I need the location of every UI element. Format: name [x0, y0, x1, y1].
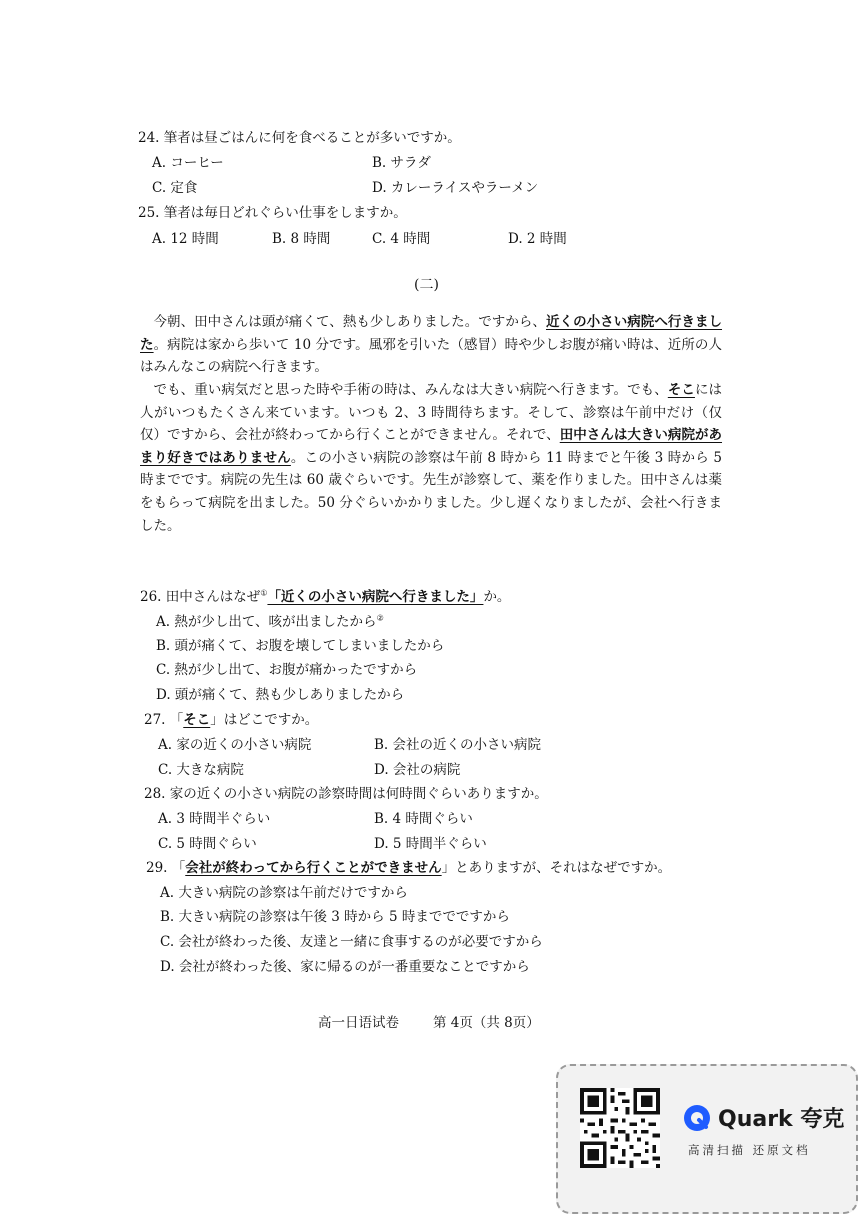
q28-option-a: A. 3 時間半ぐらい	[158, 811, 271, 827]
q25-stem: 25. 筆者は毎日どれぐらい仕事をしますか。	[138, 205, 407, 221]
q26-stem-text: 26. 田中さんはなぜ	[140, 589, 261, 605]
q27-option-b: B. 会社の近くの小さい病院	[374, 737, 542, 753]
q26-stem-text: か。	[483, 589, 511, 605]
q29-option-c: C. 会社が終わった後、友達と一緒に食事するのが必要ですから	[160, 934, 543, 950]
passage-text: には人がいつもたくさん来ています。いつも 2、3 時間待ちます。そして、診察は午前中だけ（仅仅）ですから、会社が終わってから行くことができません。それで、	[140, 382, 723, 444]
passage-underline: 田中さんは大きい病院があまり好きではありません	[140, 427, 723, 466]
q28-option-b: B. 4 時間ぐらい	[374, 811, 473, 827]
q28-option-c: C. 5 時間ぐらい	[158, 836, 257, 852]
q25-option-d: D. 2 時間	[508, 231, 567, 247]
q25-option-a: A. 12 時間	[152, 231, 219, 247]
q26-option-b: B. 頭が痛くて、お腹を壊してしまいましたから	[156, 638, 445, 654]
section-title: (二)	[414, 277, 439, 293]
q27-stem	[144, 708, 318, 728]
q24-stem: 24. 筆者は昼ごはんに何を食べることが多いですか。	[138, 130, 461, 146]
passage-underline: そこ	[667, 382, 695, 398]
passage-paragraph-1	[140, 311, 722, 379]
q25-option-b: B. 8 時間	[272, 231, 331, 247]
q24-option-b: B. サラダ	[372, 155, 431, 171]
q27-stem-underline: そこ	[183, 712, 211, 728]
quark-brand	[682, 1102, 844, 1133]
q26-stem	[140, 585, 510, 605]
q29-stem-underline: 会社が終わってから行くことができません	[185, 860, 442, 876]
passage-paragraph-2	[140, 379, 722, 537]
q27-stem-text: 27. 「	[144, 712, 184, 728]
q29-stem	[146, 856, 671, 876]
q26-option-a-text: A. 熱が少し出て、咳が出ましたから	[156, 614, 377, 630]
passage-text: 今朝、田中さんは頭が痛くて、熱も少しありました。ですから、	[153, 314, 546, 330]
q27-option-d: D. 会社の病院	[374, 762, 461, 778]
q24-option-a: A. コーヒー	[152, 155, 224, 171]
q29-option-a: A. 大きい病院の診察は午前だけですから	[160, 885, 408, 901]
footer-page-number: 第 4页（共 8页）	[433, 1015, 540, 1031]
footnote-mark: ①	[260, 588, 268, 598]
q24-option-c: C. 定食	[152, 180, 198, 196]
passage-text: 。病院は家から歩いて 10 分です。風邪を引いた（感冒）時や少しお腹が痛い時は、近所の人はみんなこの病院へ行きます。	[140, 336, 722, 376]
q26-option-a	[156, 610, 384, 630]
passage-text: 。この小さい病院の診察は午前 8 時から 11 時までと午後 3 時から 5 時までです。病院の先生は 60 歳ぐらいです。先生が診察して、薬を作りました。田中さんは薬をもらって病院を出ました。50 分ぐらいかかりました。少し遅くなりましたが、会社へ行きました。	[140, 449, 723, 534]
qr-code-icon	[580, 1088, 660, 1168]
q29-stem-text: 29. 「	[146, 860, 186, 876]
q29-option-d: D. 会社が終わった後、家に帰るのが一番重要なことですから	[160, 959, 530, 975]
q28-stem: 28. 家の近くの小さい病院の診察時間は何時間ぐらいありますか。	[144, 786, 548, 802]
q29-option-b: B. 大きい病院の診察は午後 3 時から 5 時まででですから	[160, 909, 510, 925]
passage-underline: 近くの小さい病院へ行きました	[140, 314, 723, 353]
passage-text: でも、重い病気だと思った時や手術の時は、みんなは大きい病院へ行きます。でも、	[153, 382, 668, 398]
quark-tagline: 高清扫描 还原文档	[688, 1143, 811, 1157]
q27-option-c: C. 大きな病院	[158, 762, 244, 778]
q24-option-d: D. カレーライスやラーメン	[372, 180, 539, 196]
quark-brand-name: Quark 夸克	[718, 1107, 845, 1132]
q27-stem-text: 」はどこですか。	[210, 712, 319, 728]
q27-option-a: A. 家の近くの小さい病院	[158, 737, 312, 753]
footer-title: 高一日语试卷	[318, 1015, 399, 1031]
q26-stem-underline: 「近くの小さい病院へ行きました」	[267, 589, 484, 605]
q26-option-c: C. 熱が少し出て、お腹が痛かったですから	[156, 662, 418, 678]
q29-stem-text: 」とありますが、それはなぜですか。	[441, 860, 672, 876]
page-footer	[318, 1011, 574, 1031]
footnote-mark: ②	[376, 613, 384, 623]
q26-option-d: D. 頭が痛くて、熱も少しありましたから	[156, 687, 405, 703]
quark-logo-icon	[682, 1103, 712, 1133]
quark-watermark	[556, 1064, 858, 1214]
q25-option-c: C. 4 時間	[372, 231, 431, 247]
q28-option-d: D. 5 時間半ぐらい	[374, 836, 487, 852]
